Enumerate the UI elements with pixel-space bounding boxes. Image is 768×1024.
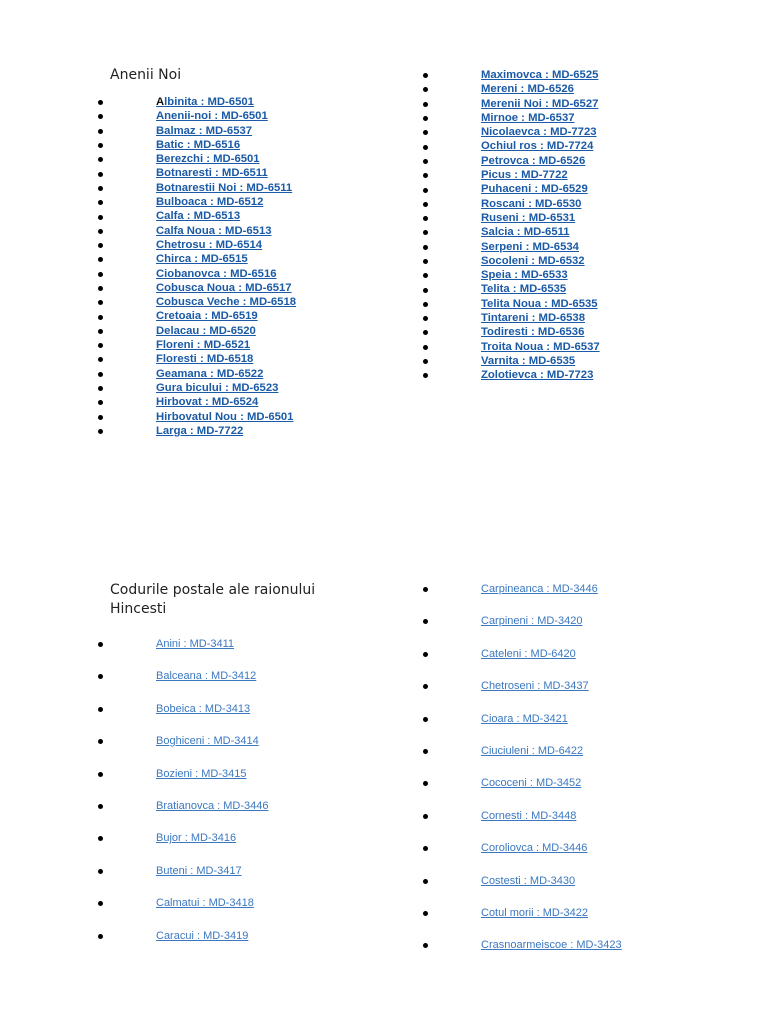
bullet-icon — [98, 400, 103, 405]
bullet-icon — [423, 102, 428, 107]
bullet-icon — [423, 814, 428, 819]
bullet-icon — [423, 259, 428, 264]
locality-link[interactable]: Picus : MD-7722 — [481, 169, 568, 182]
locality-link[interactable]: Geamana : MD-6522 — [156, 367, 264, 380]
list-item — [98, 767, 269, 799]
bullet-icon — [98, 343, 103, 348]
list-item — [423, 282, 600, 296]
list-item — [423, 197, 600, 211]
locality-link[interactable]: Cotul morii : MD-3422 — [481, 906, 588, 919]
list-item — [423, 254, 600, 268]
locality-link[interactable]: Varnita : MD-6535 — [481, 354, 576, 367]
locality-link[interactable]: Hirbovatul Nou : MD-6501 — [156, 410, 294, 423]
locality-link[interactable]: Botnarestii Noi : MD-6511 — [156, 181, 293, 194]
list-item — [423, 297, 600, 311]
bullet-icon — [423, 359, 428, 364]
bullet-icon — [98, 429, 103, 434]
bullet-icon — [423, 216, 428, 221]
list-item — [98, 896, 269, 928]
locality-link[interactable]: Cococeni : MD-3452 — [481, 777, 582, 790]
list-item — [98, 209, 296, 223]
bullet-icon — [423, 846, 428, 851]
list-item — [423, 125, 600, 139]
locality-link[interactable]: Gura bicului : MD-6523 — [156, 381, 279, 394]
locality-link[interactable]: Petrovca : MD-6526 — [481, 154, 586, 167]
bullet-icon — [423, 87, 428, 92]
locality-link[interactable]: Mirnoe : MD-6537 — [481, 111, 575, 124]
locality-link[interactable]: Cornesti : MD-3448 — [481, 809, 577, 822]
locality-link[interactable]: Boghiceni : MD-3414 — [156, 735, 259, 748]
locality-link[interactable]: Bratianovca : MD-3446 — [156, 799, 269, 812]
locality-link[interactable]: Cobusca Veche : MD-6518 — [156, 296, 297, 309]
locality-link[interactable]: Buteni : MD-3417 — [156, 864, 242, 877]
locality-link[interactable]: Calfa : MD-6513 — [156, 210, 241, 223]
bullet-icon — [98, 243, 103, 248]
bullet-icon — [98, 215, 103, 220]
locality-link[interactable]: Tintareni : MD-6538 — [481, 312, 585, 325]
bullet-icon — [423, 73, 428, 78]
bullet-icon — [423, 288, 428, 293]
bullet-icon — [98, 357, 103, 362]
locality-link[interactable]: Cretoaia : MD-6519 — [156, 310, 258, 323]
locality-link[interactable]: Bulboaca : MD-6512 — [156, 196, 264, 209]
heading-anenii-noi: Anenii Noi — [110, 67, 182, 83]
list-item — [423, 647, 622, 679]
locality-link[interactable]: Zolotievca : MD-7723 — [481, 369, 594, 382]
list-item — [98, 224, 296, 238]
bullet-icon — [423, 911, 428, 916]
list-item — [423, 225, 600, 239]
heading-hincesti — [110, 581, 370, 619]
list-item — [98, 637, 269, 669]
list-item — [423, 809, 622, 841]
locality-link[interactable]: Carpineanca : MD-3446 — [481, 583, 598, 595]
list-item — [98, 267, 296, 281]
locality-link[interactable]: Carpineni : MD-3420 — [481, 615, 583, 628]
bullet-icon — [423, 684, 428, 689]
list-item — [423, 111, 600, 125]
locality-link[interactable]: Telita Noua : MD-6535 — [481, 297, 598, 310]
bullet-icon — [423, 116, 428, 121]
list-item — [98, 309, 296, 323]
list-item — [98, 124, 296, 138]
list-item — [423, 325, 600, 339]
bullet-icon — [98, 642, 103, 647]
locality-link[interactable]: Chetrosu : MD-6514 — [156, 238, 263, 251]
locality-link[interactable]: Caracui : MD-3419 — [156, 929, 249, 942]
locality-link[interactable]: Cobusca Noua : MD-6517 — [156, 281, 292, 294]
locality-link[interactable]: Balceana : MD-3412 — [156, 670, 257, 683]
locality-link[interactable]: Batic : MD-6516 — [156, 138, 241, 151]
heading-hincesti-line2: Hincesti — [110, 601, 167, 617]
anenii-noi-list-left — [98, 95, 296, 438]
bullet-icon — [98, 157, 103, 162]
list-item — [423, 614, 622, 646]
bullet-icon — [423, 173, 428, 178]
bullet-icon — [423, 202, 428, 207]
locality-link[interactable]: Coroliovca : MD-3446 — [481, 842, 588, 855]
locality-link[interactable]: Bobeica : MD-3413 — [156, 702, 251, 715]
locality-link[interactable]: Calfa Noua : MD-6513 — [156, 224, 272, 237]
locality-link[interactable]: Bozieni : MD-3415 — [156, 767, 247, 780]
list-item — [98, 702, 269, 734]
bullet-icon — [98, 804, 103, 809]
list-item — [423, 712, 622, 744]
list-item — [423, 340, 600, 354]
list-item — [98, 338, 296, 352]
list-item — [423, 182, 600, 196]
list-item — [98, 152, 296, 166]
list-item — [98, 281, 296, 295]
bullet-icon — [423, 749, 428, 754]
bullet-icon — [98, 272, 103, 277]
bullet-icon — [98, 114, 103, 119]
locality-link[interactable]: Botnaresti : MD-6511 — [156, 167, 268, 180]
bullet-icon — [98, 772, 103, 777]
list-item — [423, 582, 622, 614]
locality-link[interactable]: Merenii Noi : MD-6527 — [481, 97, 599, 110]
locality-link[interactable]: Anenii-noi : MD-6501 — [156, 110, 268, 123]
locality-link[interactable]: Delacau : MD-6520 — [156, 324, 256, 337]
list-item — [423, 154, 600, 168]
list-item — [423, 68, 600, 82]
locality-link[interactable]: Larga : MD-7722 — [156, 424, 244, 437]
bullet-icon — [423, 345, 428, 350]
list-item — [98, 424, 296, 438]
list-item — [98, 367, 296, 381]
locality-link[interactable]: Calmatui : MD-3418 — [156, 897, 254, 910]
bullet-icon — [423, 943, 428, 948]
list-item — [423, 776, 622, 808]
locality-link[interactable]: Hirbovat : MD-6524 — [156, 396, 259, 409]
bullet-icon — [423, 273, 428, 278]
locality-link[interactable]: Salcia : MD-6511 — [481, 226, 570, 239]
locality-link[interactable]: Maximovca : MD-6525 — [481, 69, 599, 81]
list-item — [98, 734, 269, 766]
bullet-icon — [98, 129, 103, 134]
locality-link[interactable]: Ciobanovca : MD-6516 — [156, 267, 277, 280]
list-item — [98, 864, 269, 896]
bullet-icon — [98, 200, 103, 205]
list-item — [423, 354, 600, 368]
list-item — [423, 368, 600, 382]
list-item — [98, 410, 296, 424]
list-item — [98, 381, 296, 395]
locality-link[interactable]: Troita Noua : MD-6537 — [481, 340, 600, 353]
locality-link[interactable]: Cioara : MD-3421 — [481, 712, 568, 725]
bullet-icon — [423, 587, 428, 592]
bullet-icon — [98, 229, 103, 234]
locality-link[interactable]: Bujor : MD-3416 — [156, 832, 237, 845]
anenii-noi-list-right — [423, 68, 600, 383]
locality-link[interactable]: Telita : MD-6535 — [481, 283, 567, 296]
list-item — [423, 97, 600, 111]
hincesti-list-right — [423, 582, 622, 971]
list-item — [98, 181, 296, 195]
list-item — [423, 744, 622, 776]
bullet-icon — [98, 674, 103, 679]
locality-link[interactable]: Socoleni : MD-6532 — [481, 254, 585, 267]
list-item — [423, 311, 600, 325]
locality-link[interactable]: Cateleni : MD-6420 — [481, 647, 576, 660]
list-item — [98, 929, 269, 961]
list-item — [423, 139, 600, 153]
bullet-icon — [98, 172, 103, 177]
locality-link[interactable]: Serpeni : MD-6534 — [481, 240, 579, 253]
list-item — [423, 679, 622, 711]
list-item — [423, 82, 600, 96]
list-item — [98, 324, 296, 338]
locality-link[interactable]: Ciuciuleni : MD-6422 — [481, 744, 584, 757]
bullet-icon — [423, 373, 428, 378]
locality-link[interactable]: Ruseni : MD-6531 — [481, 211, 576, 224]
bullet-icon — [98, 901, 103, 906]
bullet-icon — [98, 934, 103, 939]
bullet-icon — [98, 869, 103, 874]
hincesti-list-left — [98, 637, 269, 961]
list-item — [423, 874, 622, 906]
locality-link[interactable]: Floresti : MD-6518 — [156, 353, 254, 366]
bullet-icon — [98, 707, 103, 712]
bullet-icon — [423, 230, 428, 235]
locality-link[interactable]: Chetroseni : MD-3437 — [481, 680, 589, 693]
locality-link[interactable]: Mereni : MD-6526 — [481, 83, 574, 96]
list-item — [423, 168, 600, 182]
list-item — [98, 166, 296, 180]
bullet-icon — [98, 372, 103, 377]
locality-link[interactable]: Balmaz : MD-6537 — [156, 124, 253, 137]
list-item — [98, 138, 296, 152]
bullet-icon — [98, 836, 103, 841]
locality-link[interactable]: Floreni : MD-6521 — [156, 339, 251, 352]
list-item — [98, 95, 296, 109]
bullet-icon — [423, 245, 428, 250]
locality-link[interactable]: Nicolaevca : MD-7723 — [481, 126, 597, 139]
locality-link[interactable]: Speia : MD-6533 — [481, 269, 568, 282]
list-item — [423, 841, 622, 873]
bullet-icon — [98, 739, 103, 744]
list-item — [423, 906, 622, 938]
bullet-icon — [423, 652, 428, 657]
bullet-icon — [98, 143, 103, 148]
bullet-icon — [423, 159, 428, 164]
bullet-icon — [423, 316, 428, 321]
bullet-icon — [423, 781, 428, 786]
list-item — [98, 395, 296, 409]
bullet-icon — [98, 286, 103, 291]
list-item — [423, 268, 600, 282]
bullet-icon — [423, 619, 428, 624]
bullet-icon — [423, 302, 428, 307]
bullet-icon — [423, 188, 428, 193]
bullet-icon — [423, 130, 428, 135]
bullet-icon — [98, 315, 103, 320]
bullet-icon — [423, 717, 428, 722]
locality-link[interactable]: Chirca : MD-6515 — [156, 253, 248, 266]
bullet-icon — [98, 386, 103, 391]
list-item — [423, 938, 622, 970]
bullet-icon — [423, 145, 428, 150]
list-item — [98, 799, 269, 831]
list-item — [98, 252, 296, 266]
locality-link[interactable]: Costesti : MD-3430 — [481, 874, 576, 887]
bullet-icon — [98, 329, 103, 334]
list-item — [98, 295, 296, 309]
locality-link[interactable]: Roscani : MD-6530 — [481, 197, 582, 210]
locality-link[interactable]: Ochiul ros : MD-7724 — [481, 140, 594, 153]
bullet-icon — [98, 415, 103, 420]
locality-link[interactable]: Puhaceni : MD-6529 — [481, 183, 588, 196]
locality-link[interactable]: Todiresti : MD-6536 — [481, 326, 585, 339]
bullet-icon — [423, 879, 428, 884]
bullet-icon — [423, 330, 428, 335]
heading-hincesti-line1: Codurile postale ale raionului — [110, 582, 316, 598]
bullet-icon — [98, 300, 103, 305]
list-item — [423, 211, 600, 225]
locality-link[interactable]: Albinita : MD-6501 — [156, 96, 254, 108]
bullet-icon — [98, 257, 103, 262]
list-item — [423, 240, 600, 254]
list-item — [98, 352, 296, 366]
list-item — [98, 238, 296, 252]
list-item — [98, 669, 269, 701]
list-item — [98, 831, 269, 863]
locality-link[interactable]: Crasnoarmeiscoe : MD-3423 — [481, 939, 622, 952]
list-item — [98, 109, 296, 123]
list-item — [98, 195, 296, 209]
bullet-icon — [98, 100, 103, 105]
locality-link[interactable]: Anini : MD-3411 — [156, 638, 235, 650]
bullet-icon — [98, 186, 103, 191]
locality-link[interactable]: Berezchi : MD-6501 — [156, 153, 260, 166]
